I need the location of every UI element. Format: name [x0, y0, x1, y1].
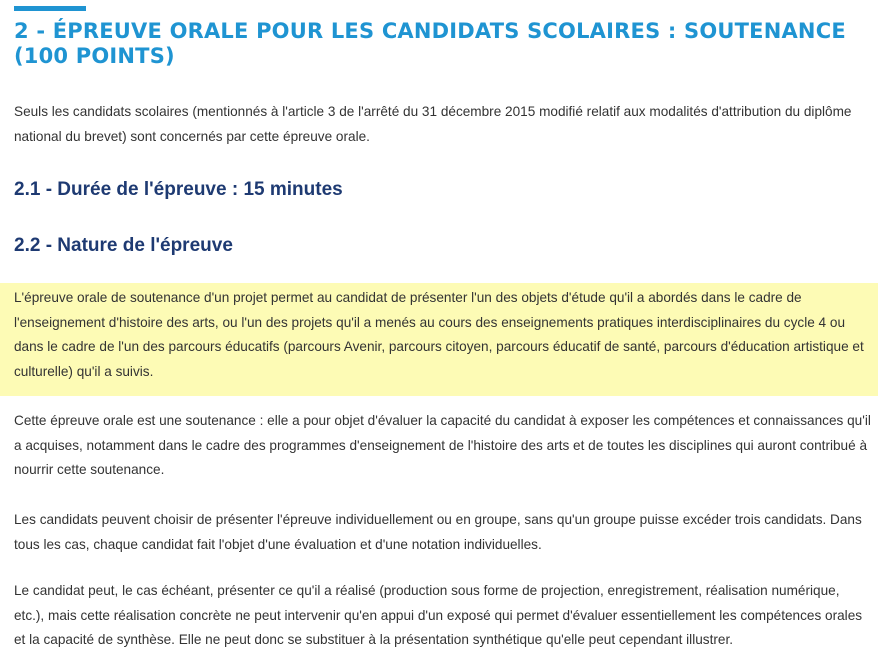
realisation-paragraph: Le candidat peut, le cas échéant, présenter ce qu'il a réalisé (production sous forme de projection, enregistrement, réalisation numérique, etc.), mais cette réalisation concrète ne peut intervenir qu'en appui d'un exposé qui permet d'évaluer essentiellement les compétences orales et la capacité de synthèse. Elle ne peut donc se substituer à la présentation synthétique qu'elle peut cependant illustrer. [14, 583, 863, 647]
subsection-heading-duree: 2.1 - Durée de l'épreuve : 15 minutes [14, 179, 343, 200]
subsection-heading-nature: 2.2 - Nature de l'épreuve [14, 235, 233, 256]
title-accent-bar [14, 6, 86, 11]
groupe-paragraph: Les candidats peuvent choisir de présenter l'épreuve individuellement ou en groupe, sans qu'un groupe puisse excéder trois candidats. Dans tous les cas, chaque candidat fait l'objet d'une évaluation et d'une notation individuelles. [14, 512, 862, 552]
nature-highlighted-paragraph: L'épreuve orale de soutenance d'un projet permet au candidat de présenter l'un des objets d'étude qu'il a abordés dans le cadre de l'enseignement d'histoire des arts, ou l'un des projets qu'il a menés au cours des enseignements pratiques interdisciplinaires du cycle 4 ou dans le cadre de l'un des parcours éducatifs (parcours Avenir, parcours citoyen, parcours éducatif de santé, parcours d'éducation artistique et culturelle) qu'il a suivis. [14, 290, 864, 379]
section-title: 2 - ÉPREUVE ORALE POUR LES CANDIDATS SCOLAIRES : SOUTENANCE (100 POINTS) [14, 19, 846, 68]
intro-paragraph: Seuls les candidats scolaires (mentionnés à l'article 3 de l'arrêté du 31 décembre 2015 modifié relatif aux modalités d'attribution du diplôme national du brevet) sont concernés par cette épreuve orale. [14, 104, 852, 144]
soutenance-paragraph: Cette épreuve orale est une soutenance : elle a pour objet d'évaluer la capacité du candidat à exposer les compétences et connaissances qu'il a acquises, notamment dans le cadre des programmes d'enseignement de l'histoire des arts et de toutes les disciplines qui auront contribué à nourrir cette soutenance. [14, 413, 871, 477]
